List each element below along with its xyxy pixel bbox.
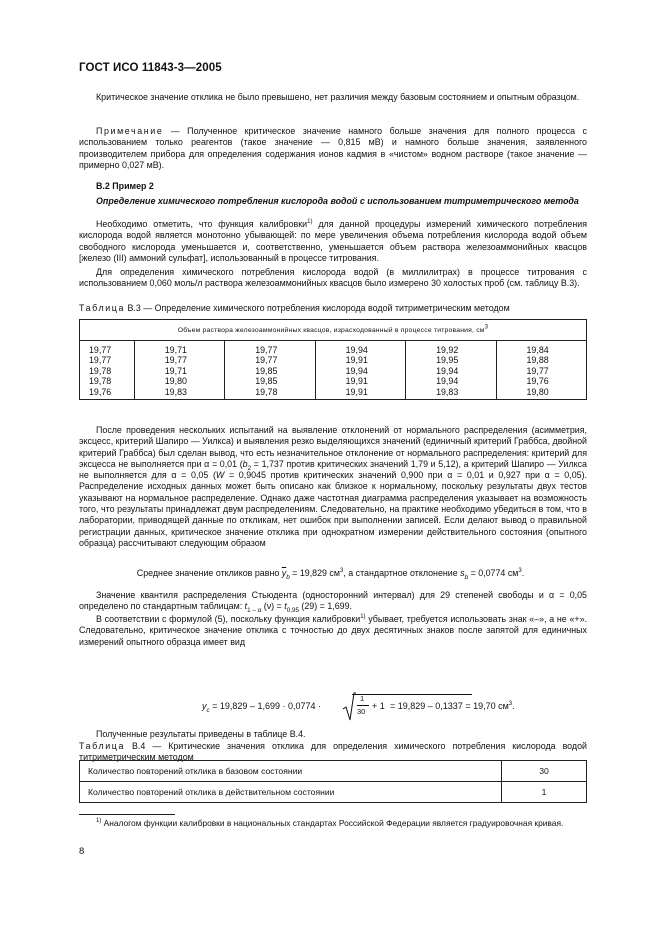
note-paragraph: [79, 126, 587, 171]
table-b4: [79, 760, 587, 803]
table-cell: 19,77: [225, 341, 315, 356]
table-cell: 19,94: [315, 341, 405, 356]
formula2-plus-one: + 1: [372, 701, 385, 711]
table-row: [80, 341, 587, 356]
table-cell: 19,78: [80, 376, 135, 386]
note-text: — Полученное критическое значение намного больше значения для полного процесса с использованием только реагентов (такое значение — 0,815 мВ) и намного больше значения, заявленного производителем прибора для определения содержания ионов кадмия в «чистом» водном растворе (такое значение — примерно 0,027 мВ).: [79, 126, 587, 170]
formula1-text-2: = 19,829 см: [289, 568, 340, 578]
paragraph-normality-tests: [79, 425, 587, 549]
ybar-symbol: $\overline{y}$: [281, 568, 287, 578]
footnote: [79, 818, 587, 829]
table-cell: 19,77: [80, 341, 135, 356]
sqrt-sign: [342, 692, 356, 722]
b2-symbol: b: [242, 458, 248, 469]
table-b4-label: Таблица: [79, 741, 125, 751]
t-subscript: 1 – α: [247, 607, 262, 615]
table-cell: 19,77: [134, 355, 224, 365]
yc-subscript: c: [206, 706, 210, 714]
note-label: Примечание: [96, 126, 164, 136]
s-subscript: b: [464, 573, 469, 581]
formula2-part-3: = 19,829 – 0,1337 = 19,70 см: [390, 701, 509, 711]
table-cell-value: 1: [502, 782, 587, 803]
b2-subscript: 2: [247, 464, 252, 472]
table-cell: 19,91: [315, 387, 405, 400]
paragraph-student-quantile: [79, 590, 587, 613]
footnote-marker: 1): [96, 818, 102, 825]
page-number: 8: [79, 846, 85, 857]
table-b3-title: В.3 — Определение химического потребления кислорода водой титриметрическим методом: [125, 303, 510, 313]
document-header: ГОСТ ИСО 11843-3—2005: [79, 62, 222, 74]
table-cell: 19,78: [225, 387, 315, 400]
formula1-text-5: .: [521, 568, 525, 578]
table-cell: 19,92: [406, 341, 496, 356]
ybar-subscript: b: [286, 573, 290, 581]
formula2-sup: 3: [508, 701, 513, 707]
table-b3-header-text: Объем раствора железоаммонийных квасцов, израсходованный в процессе титрования, см: [177, 327, 485, 334]
para4-text-1: После проведения нескольких испытаний на выявление отклонений от нормального распределения (асимметрия, эксцесс, критерий Шапиро — Уилкса) и выявления резко выделяющихся значений (единичный критерий Граббса, двойной критерий Граббса) был сделан вывод, что есть незначительное отклонение от нормального распределения: критерий для эксцесса не выполняется при α = 0,01 (: [79, 425, 587, 469]
formula2-part-1: = 19,829 – 1,699 · 0,0774 ·: [209, 701, 321, 711]
formula1-text-3: , а стандартное отклонение: [343, 568, 461, 578]
table-cell: 19,91: [315, 355, 405, 365]
formula2-rhs: [390, 701, 515, 711]
fraction-bar: [357, 705, 369, 706]
table-cell: 19,94: [406, 366, 496, 376]
paragraph-formula-5: [79, 614, 587, 648]
table-cell: 19,71: [134, 366, 224, 376]
paragraph-method: Для определения химического потребления кислорода водой (в миллилитрах) в процессе титрования с использованием 0,060 моль/л раствора железоаммонийных квасцов было измерено 30 холостых проб (см. таблицу В.3).: [79, 267, 587, 289]
fraction-numerator: 1: [360, 694, 365, 703]
formula2-end: .: [512, 701, 515, 711]
table-cell: 19,77: [496, 366, 587, 376]
table-cell: 19,84: [496, 341, 587, 356]
paragraph-conclusion: Критическое значение отклика не было превышено, нет различия между базовым состоянием и опытным образцом.: [96, 92, 580, 102]
formula1-text-1: Среднее значение откликов равно: [136, 568, 282, 578]
paragraph-calibration: [79, 219, 587, 264]
section-heading: В.2 Пример 2: [96, 181, 154, 191]
t2-subscript: 0,95: [286, 607, 299, 615]
table-b3: [79, 319, 587, 400]
formula1-sup-1: 3: [339, 568, 344, 575]
t2-symbol: t: [284, 601, 287, 612]
table-b3-header: [80, 320, 587, 341]
para6-text-2: убывает, требуется использовать знак «–», а не «+». Следовательно, критическое значение отклика с точностью до двух десятичных знаков после запятой для единичных измерений опытного образца имеет вид: [79, 614, 587, 647]
table-b3-header-sup: 3: [484, 324, 489, 331]
table-cell: 19,83: [406, 387, 496, 400]
table-cell: 19,80: [496, 387, 587, 400]
formula-critical-value: [202, 692, 515, 722]
footnote-divider: [79, 814, 175, 815]
table-cell: 19,91: [315, 376, 405, 386]
table-cell: 19,76: [80, 387, 135, 400]
para4-text-3: = 0,9045 против критических значений 0,900 при α = 0,01 и 0,927 при α = 0,05). Распределение исходных данных может быть описано как близкое к нормальному, поскольку результаты двух тестов указывают на нормальное распределение. Однако даже частотная диаграмма распределения указывает на возможность того, что результаты принадлежат двум распределениям. Следовательно, на практике необходимо убедиться в том, что в лаборатории, приводящей данные по откликам, нет ошибок при выполнении записей. Если делают вывод о правильной регистрации данных, критическое значение отклика при однократном измерении действительного состояния (опытного образца) рассчитывают следующим образом: [79, 470, 587, 548]
table-cell: 19,77: [225, 355, 315, 365]
formula2-lhs: [202, 701, 321, 714]
table-b3-label: Таблица: [79, 303, 125, 313]
s-symbol: s: [460, 568, 465, 578]
table-row: [80, 366, 587, 376]
para5-text-3: (29) = 1,699.: [298, 601, 352, 612]
table-cell: 19,78: [80, 366, 135, 376]
table-cell: 19,76: [496, 376, 587, 386]
formula1-sup-2: 3: [518, 568, 522, 575]
table-cell: 19,83: [134, 387, 224, 400]
table-cell: 19,85: [225, 366, 315, 376]
table-row: [80, 355, 587, 365]
table-cell: 19,88: [496, 355, 587, 365]
table-row: [80, 387, 587, 400]
para2-text-b: для данной процедуры измерений химического потребления кислорода водой является монотонно убывающей: по мере увеличения объема потребления кислорода водой объем свободного кислорода уменьшается и, соответственно, уменьшается объем раствора железоаммонийных квасцов [железо (III) аммоний сульфат], использованный в процессе титрования.: [79, 219, 587, 263]
table-cell: 19,77: [80, 355, 135, 365]
table-b4-title: В.4 — Критические значения отклика для определения химического потребления кислорода водой титриметрическим методом: [79, 741, 587, 763]
yc-symbol: y: [202, 701, 207, 711]
section-subheading: Определение химического потребления кислорода водой с использованием титриметрического метода: [96, 196, 579, 206]
footnote-text: Аналогом функции калибровки в национальных стандартах Российской Федерации является градуировочная кривая.: [101, 818, 564, 828]
table-row: [80, 376, 587, 386]
table-cell: 19,71: [134, 341, 224, 356]
sqrt-overline: [352, 694, 472, 695]
footnote-ref: 1): [307, 219, 313, 226]
para4-text-2: = 1,737 против критических значений 1,79 и 5,12), а критерий Шапиро — Уилкса не выполняется для α = 0,05 (: [79, 458, 587, 481]
table-cell: 19,94: [406, 376, 496, 386]
table-cell-label: Количество повторений отклика в действительном состоянии: [80, 782, 502, 803]
table-row: [80, 782, 587, 803]
formula1-text-4: = 0,0774 см: [468, 568, 519, 578]
formula-mean-sd: [0, 568, 661, 579]
table-cell: 19,85: [225, 376, 315, 386]
table-row: [80, 761, 587, 782]
t-symbol: t: [244, 601, 248, 612]
para6-text-1: В соответствии с формулой (5), поскольку функция калибровки: [96, 614, 361, 624]
w-symbol: W: [215, 470, 225, 481]
paragraph-results: Полученные результаты приведены в таблице В.4.: [96, 729, 306, 739]
table-cell: 19,80: [134, 376, 224, 386]
para5-text-2: (ν) =: [261, 601, 285, 612]
footnote-ref: 1): [360, 614, 366, 621]
table-cell-label: Количество повторений отклика в базовом состоянии: [80, 761, 502, 782]
fraction-denominator: 30: [357, 707, 366, 716]
table-cell: 19,94: [315, 366, 405, 376]
table-cell-value: 30: [502, 761, 587, 782]
para5-text-1: Значение квантиля распределения Стьюдента (односторонний интервал) для 29 степеней свободы и α = 0,05 определено по стандартным таблицам:: [79, 590, 587, 612]
table-b3-caption: [79, 303, 587, 314]
para2-text-a: Необходимо отметить, что функция калибровки: [96, 219, 308, 229]
table-cell: 19,95: [406, 355, 496, 365]
